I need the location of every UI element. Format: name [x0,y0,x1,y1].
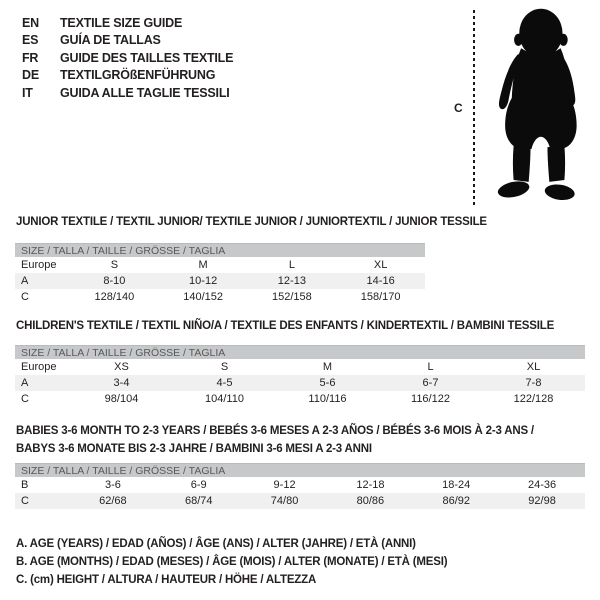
language-row [22,85,233,102]
size-value: 12-13 [277,275,306,287]
babies-section-title [16,423,534,458]
size-value: 92/98 [528,495,556,507]
footnote-b: B. AGE (MONTHS) / EDAD (MESES) / ÂGE (MOIS) / ALTER (MONATE) / ETÀ (MESI) [16,556,448,568]
size-value: L [288,259,295,271]
size-value: 9-12 [273,479,296,491]
size-value: 152/158 [271,291,312,303]
language-code: IT [22,85,33,100]
language-row [22,67,233,84]
size-value: 110/116 [308,393,347,405]
row-label: A [21,275,29,287]
footnote-a: A. AGE (YEARS) / EDAD (AÑOS) / ÂGE (ANS) / ALTER (JAHRE) / ETÀ (ANNI) [16,538,416,550]
size-value: 140/152 [183,291,223,303]
size-value: 128/140 [94,291,135,303]
row-label: C [21,393,29,405]
size-value: 74/80 [270,495,299,507]
size-value: 122/128 [513,393,554,405]
size-value: XL [373,259,388,271]
size-value: 98/104 [104,393,139,405]
size-value: 104/110 [205,393,244,405]
language-row [22,15,233,32]
children-size-table [15,345,585,407]
language-title: TEXTILGRÖßENFÜHRUNG [60,68,216,83]
table-row [15,257,425,273]
size-value: 18-24 [442,479,471,491]
babies-size-table [15,463,585,509]
footnote-list [16,535,447,589]
table-row [15,289,425,305]
language-title-list [22,15,233,102]
row-label: Europe [21,361,57,373]
size-value: S [110,259,119,271]
size-value: L [427,361,434,373]
size-value: 8-10 [103,275,126,287]
language-row [22,32,233,49]
language-code: EN [22,16,39,30]
toddler-silhouette-icon [486,5,592,212]
language-code: DE [22,68,39,83]
size-value: 3-6 [104,479,121,491]
size-value: 5-6 [319,377,336,389]
size-value: 6-9 [190,479,207,491]
size-value: 158/170 [360,291,401,303]
children-table-body [15,359,585,407]
footnote-c: C. (cm) HEIGHT / ALTURA / HAUTEUR / HÖHE / ALTEZZA [16,574,317,586]
size-value: 7-8 [525,377,542,389]
size-value: 6-7 [422,377,439,389]
size-value: S [220,361,229,373]
junior-size-table [15,243,425,305]
size-value: 62/68 [99,495,127,507]
size-value: 10-12 [189,275,218,287]
size-value: 12-18 [356,479,385,491]
size-value: XS [114,361,129,373]
language-title: TEXTILE SIZE GUIDE [60,16,183,30]
babies-title-line2: BABYS 3-6 MONATE BIS 2-3 JAHRE / BAMBINI 3-6 MESI A 2-3 ANNI [16,442,372,455]
size-value: 80/86 [356,495,385,507]
language-code: FR [22,50,39,65]
language-title: GUIDA ALLE TAGLIE TESSILI [60,85,230,100]
language-title: GUÍA DE TALLAS [60,33,161,48]
height-measure-dashed-line [473,10,475,208]
babies-table-body [15,477,585,509]
junior-section-title: JUNIOR TEXTILE / TEXTIL JUNIOR/ TEXTILE JUNIOR / JUNIORTEXTIL / JUNIOR TESSILE [16,216,487,228]
language-row [22,50,233,67]
size-value: 116/122 [411,393,450,405]
size-value: M [198,259,208,271]
size-value: M [322,361,333,373]
row-label: C [21,495,29,507]
size-value: 86/92 [442,495,470,507]
table-row [15,493,585,509]
size-value: 14-16 [366,275,395,287]
height-measure-label: C [454,101,463,115]
size-header-bar: SIZE / TALLA / TAILLE / GRÖSSE / TAGLIA [15,243,425,257]
row-label: Europe [21,259,57,271]
size-value: XL [526,361,541,373]
table-row [15,375,585,391]
size-header-bar: SIZE / TALLA / TAILLE / GRÖSSE / TAGLIA [15,463,585,477]
table-row [15,359,585,375]
table-row [15,391,585,407]
size-value: 68/74 [184,495,213,507]
babies-title-line1: BABIES 3-6 MONTH TO 2-3 YEARS / BEBÉS 3-6 MESES A 2-3 AÑOS / BÉBÉS 3-6 MOIS À 2-3 ANS / [16,425,534,437]
row-label: A [21,377,29,389]
table-row [15,273,425,289]
junior-table-body [15,257,425,305]
row-label: C [21,291,29,303]
size-value: 24-36 [527,479,557,491]
size-value: 4-5 [216,377,233,389]
size-value: 3-4 [113,377,130,389]
size-header-bar: SIZE / TALLA / TAILLE / GRÖSSE / TAGLIA [15,345,585,359]
language-code: ES [22,33,39,48]
row-label: B [21,479,29,491]
children-section-title: CHILDREN'S TEXTILE / TEXTIL NIÑO/A / TEXTILE DES ENFANTS / KINDERTEXTIL / BAMBINI TESSILE [16,320,555,332]
language-title: GUIDE DES TAILLES TEXTILE [60,50,234,65]
table-row [15,477,585,493]
